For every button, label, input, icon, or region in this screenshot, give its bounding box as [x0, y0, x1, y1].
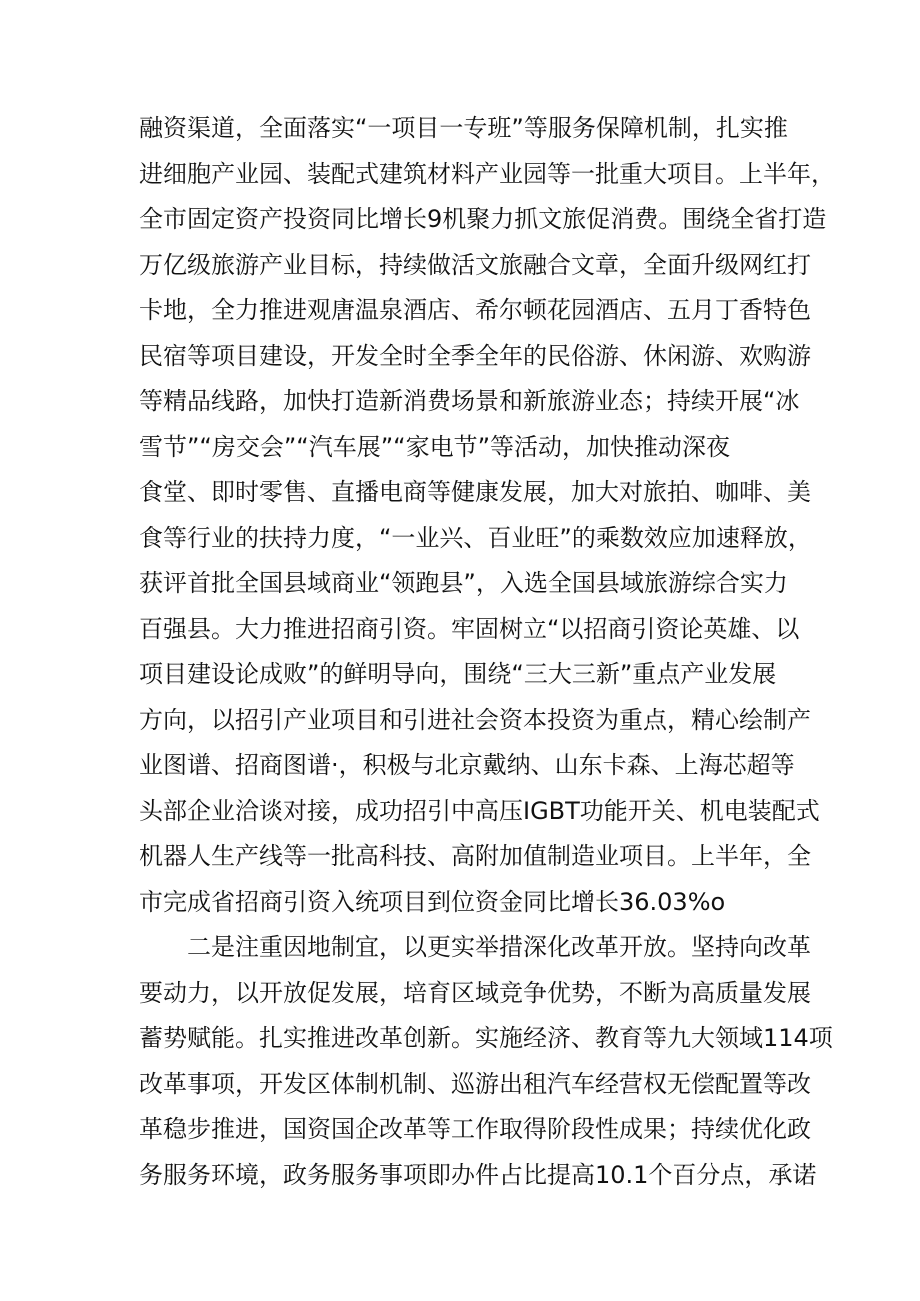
- text-line: 机器人生产线等一批高科技、高附加值制造业项目。上半年，全: [139, 842, 811, 870]
- text-line: 雪节”“房交会”“汽车展”“家电节”等活动，加快推动深夜: [139, 432, 731, 461]
- text-line: 卡地，全力推进观唐温泉酒店、希尔顿花园酒店、五月丁香特色: [139, 296, 811, 324]
- text-line: 蓄势赋能。扎实推进改革创新。实施经济、教育等九大领域114项: [139, 1024, 833, 1052]
- text-line: 食堂、即时零售、直播电商等健康发展，加大对旅拍、咖啡、美: [139, 478, 811, 506]
- text-line: 革稳步推进，国资国企改革等工作取得阶段性成果；持续优化政: [139, 1115, 811, 1143]
- text-line: 食等行业的扶持力度，“一业兴、百业旺”的乘数效应加速释放，: [139, 523, 812, 552]
- text-line: 市完成省招商引资入统项目到位资金同比增长36.03%o: [139, 887, 726, 916]
- text-line: 百强县。大力推进招商引资。牢固树立“以招商引资论英雄、以: [139, 614, 800, 643]
- text-line: 头部企业洽谈对接，成功招引中高压IGBT功能开关、机电装配式: [139, 796, 820, 825]
- text-line: 方向，以招引产业项目和引进社会资本投资为重点，精心绘制产: [139, 705, 811, 734]
- text-line: 全市固定资产投资同比增长9机聚力抓文旅促消费。围绕全省打造: [139, 205, 827, 233]
- paragraph-2-first-line: 二是注重因地制宜，以更实举措深化改革开放。坚持向改革: [187, 933, 811, 961]
- text-line: 等精品线路，加快打造新消费场景和新旅游业态；持续开展“冰: [139, 387, 800, 415]
- text-line: 万亿级旅游产业目标，持续做活文旅融合文章，全面升级网红打: [139, 250, 811, 279]
- text-line: 民宿等项目建设，开发全时全季全年的民俗游、休闲游、欢购游: [139, 341, 811, 370]
- text-line: 项目建设论成败”的鲜明导向，围绕“三大三新”重点产业发展: [139, 660, 777, 688]
- text-line: 改革事项，开发区体制机制、巡游出租汽车经营权无偿配置等改: [139, 1069, 811, 1098]
- text-line: 融资渠道，全面落实“一项目一专班”等服务保障机制，扎实推: [139, 114, 788, 142]
- text-line: 务服务环境，政务服务事项即办件占比提高10.1个百分点，承诺: [139, 1160, 817, 1189]
- body-text: [139, 106, 835, 1198]
- text-line: 要动力，以开放促发展，培育区域竞争优势，不断为高质量发展: [139, 978, 811, 1007]
- text-line: 业图谱、招商图谱·，积极与北京戴纳、山东卡森、上海芯超等: [139, 751, 795, 779]
- text-line: 进细胞产业园、装配式建筑材料产业园等一批重大项目。上半年，: [139, 159, 835, 188]
- text-line: 获评首批全国县域商业“领跑县”，入选全国县域旅游综合实力: [139, 569, 788, 597]
